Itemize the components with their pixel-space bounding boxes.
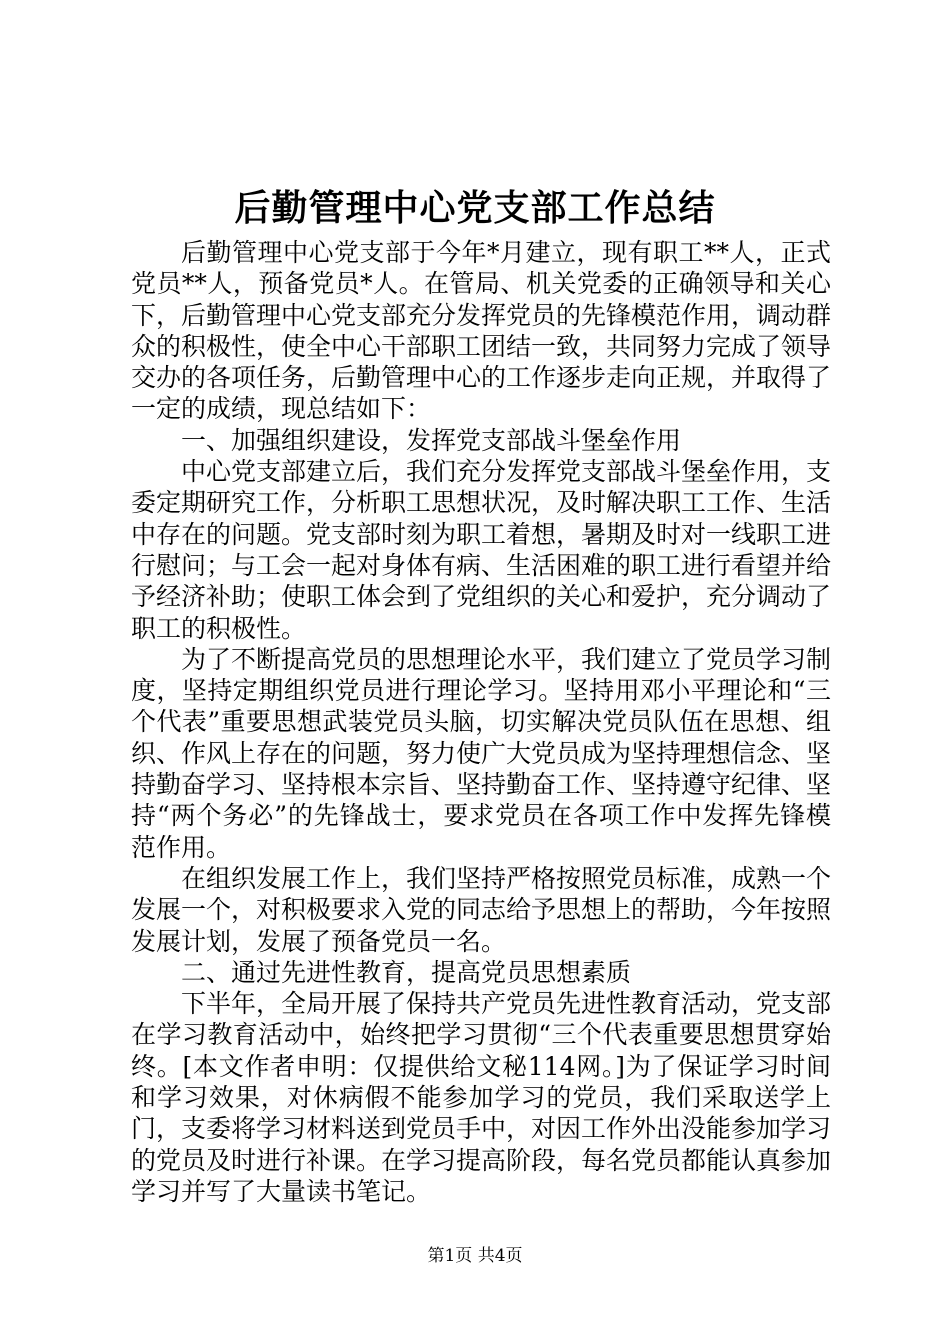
- paragraph: 中心党支部建立后，我们充分发挥党支部战斗堡垒作用，支委定期研究工作，分析职工思想状况，及时解决职工工作、生活中存在的问题。党支部时刻为职工着想，暑期及时对一线职工进行慰问；与工会一起对身体有病、生活困难的职工进行看望并给予经济补助；使职工体会到了党组织的关心和爱护，充分调动了职工的积极性。: [131, 457, 832, 643]
- paragraph: 为了不断提高党员的思想理论水平，我们建立了党员学习制度，坚持定期组织党员进行理论学习。坚持用邓小平理论和“三个代表”重要思想武装党员头脑，切实解决党员队伍在思想、组织、作风上存在的问题，努力使广大党员成为坚持理想信念、坚持勤奋学习、坚持根本宗旨、坚持勤奋工作、坚持遵守纪律、坚持“两个务必”的先锋战士，要求党员在各项工作中发挥先锋模范作用。: [131, 644, 832, 862]
- section-heading-2: 二、通过先进性教育，提高党员思想素质: [181, 957, 632, 987]
- section-heading-1: 一、加强组织建设，发挥党支部战斗堡垒作用: [181, 425, 682, 455]
- paragraph: 下半年，全局开展了保持共产党员先进性教育活动，党支部在学习教育活动中，始终把学习贯彻“三个代表重要思想贯穿始终。[本文作者申明：仅提供给文秘114网。]为了保证学习时间和学习效果，对休病假不能参加学习的党员，我们采取送学上门，支委将学习材料送到党员手中，对因工作外出没能参加学习的党员及时进行补课。在学习提高阶段，每名党员都能认真参加学习并写了大量读书笔记。: [131, 989, 832, 1206]
- document-body: [131, 237, 831, 1207]
- paragraph-intro: 后勤管理中心党支部于今年*月建立，现有职工**人，正式党员**人，预备党员*人。在管局、机关党委的正确领导和关心下，后勤管理中心党支部充分发挥党员的先锋模范作用，调动群众的积极性，使全中心干部职工团结一致，共同努力完成了领导交办的各项任务，后勤管理中心的工作逐步走向正规，并取得了一定的成绩，现总结如下：: [131, 238, 832, 424]
- page-number-footer: 第1页 共4页: [427, 1246, 523, 1266]
- document-title: 后勤管理中心党支部工作总结: [234, 187, 716, 229]
- paragraph: 在组织发展工作上，我们坚持严格按照党员标准，成熟一个发展一个，对积极要求入党的同志给予思想上的帮助，今年按照发展计划，发展了预备党员一名。: [131, 863, 832, 956]
